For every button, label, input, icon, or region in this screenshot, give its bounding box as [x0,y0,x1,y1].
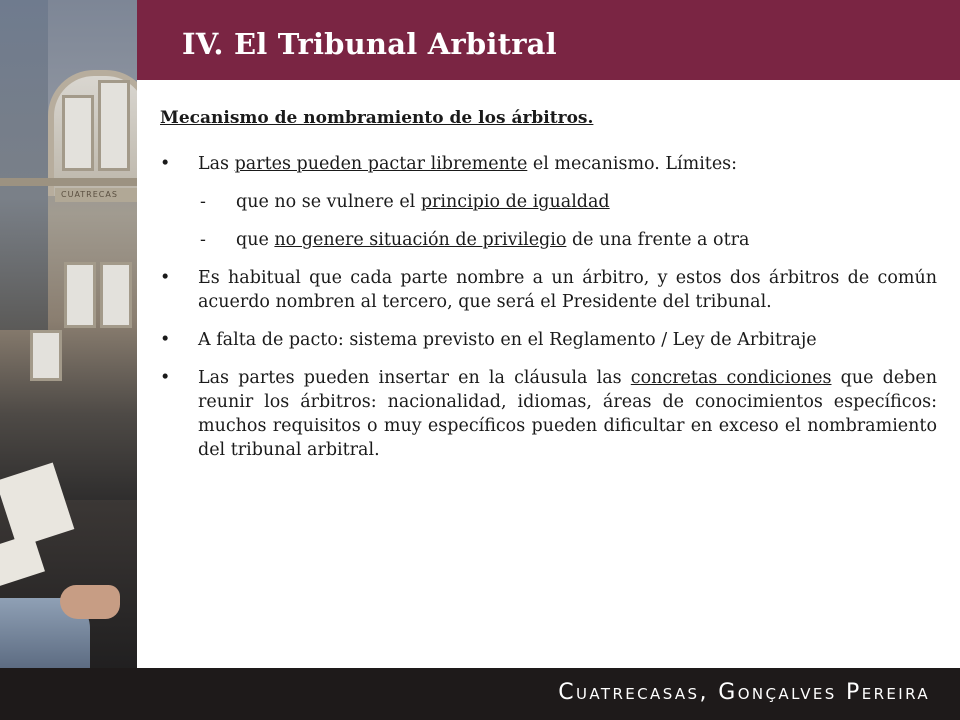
item-emphasis: partes pueden pactar libremente [234,154,528,174]
bullet-icon: • [160,330,171,350]
firm-logo-text: Cuatrecasas, Gonçalves Pereira [558,680,930,705]
building-window [100,262,132,328]
item-text: Es habitual que cada parte nombre a un árbitro, y estos dos árbitros de común acuerdo nombren al tercero, que será el Presidente del tribunal. [198,268,937,312]
building-tower [0,0,48,330]
bullet-icon: • [160,268,171,288]
section-subtitle: Mecanismo de nombramiento de los árbitros. [160,108,594,128]
item-text: Las partes pueden insertar en la cláusula las [198,368,631,388]
item-text: que deben reunir los árbitros: nacionalidad, idiomas, áreas de conocimientos específicos: muchos requisitos o muy específicos pueden dificultar en exceso el nombramiento del tribunal arbitral. [198,368,937,460]
building-window [98,80,130,171]
slide-content [160,106,937,476]
sub-item [160,190,937,214]
bullet-item [160,328,937,352]
building-cornice [0,178,137,186]
bullet-item [160,366,937,462]
item-text: el mecanismo. Límites: [527,154,738,174]
building-window [64,262,96,328]
person-hand [60,585,120,619]
sub-item-emphasis: no genere situación de privilegio [274,230,567,250]
sub-item-text: que no se vulnere el [236,192,421,212]
item-emphasis: concretas condiciones [630,368,832,388]
dash-icon: - [200,192,206,212]
footer-bar [0,668,960,720]
side-photo [0,0,137,668]
building-window [30,330,62,381]
bullet-item [160,266,937,314]
dash-icon: - [200,230,206,250]
bullet-item [160,152,937,176]
title-bar [137,0,960,80]
building-sign: CUATRECAS [55,188,137,202]
sub-item [160,228,937,252]
sub-item-text: de una frente a otra [566,230,750,250]
item-text: Las [198,154,235,174]
slide-title: IV. El Tribunal Arbitral [182,27,557,61]
item-text: A falta de pacto: sistema previsto en el Reglamento / Ley de Arbitraje [198,330,817,350]
building-window [62,95,94,171]
bullet-icon: • [160,368,171,388]
bullet-icon: • [160,154,171,174]
sub-item-text: que [236,230,275,250]
sub-item-emphasis: principio de igualdad [420,192,610,212]
